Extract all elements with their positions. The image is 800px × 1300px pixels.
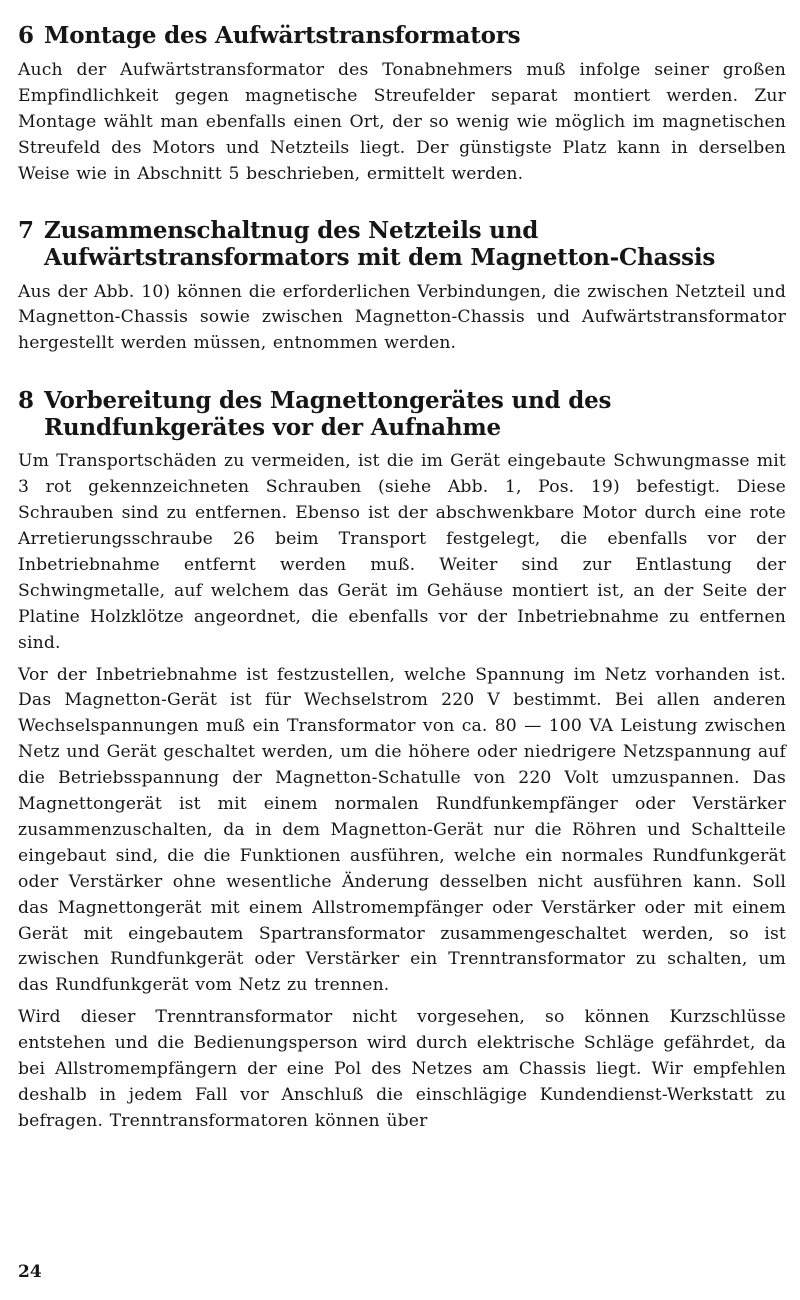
section-8-paragraph-1: Um Transportschäden zu vermeiden, ist die im Gerät eingebaute Schwungmasse mit 3 rot gekennzeichneten Schrauben (siehe Abb. 1, Pos. 19) befestigt. Diese Schrauben sind zu entfernen. Ebenso ist der abschwenkbare Motor durch eine rote Arretierungsschraube 26 beim Transport festgelegt, die ebenfalls vor der Inbetriebnahme entfernt werden muß. Weiter sind zur Entlastung der Schwingmetalle, auf welchem das Gerät im Gehäuse montiert ist, an der Seite der Platine Holzklötze angeordnet, die ebenfalls vor der Inbetriebnahme zu entfernen sind.: [18, 451, 786, 653]
section-6-heading: [18, 22, 786, 49]
page-number: 24: [18, 1262, 42, 1282]
section-6-title: Montage des Aufwärtstransformators: [44, 22, 521, 49]
section-7-number: 7: [18, 216, 34, 244]
section-6-number: 6: [18, 22, 34, 49]
section-6-paragraph-1: Auch der Aufwärtstransformator des Tonabnehmers muß infolge seiner großen Empfindlichkeit gegen magnetische Streufelder separat montiert werden. Zur Montage wählt man ebenfalls einen Ort, der so wenig wie möglich im magnetischen Streufeld des Motors und Netzteils liegt. Der günstigste Platz kann in derselben Weise wie in Abschnitt 5 beschrieben, ermittelt werden.: [18, 60, 786, 184]
section-7-paragraph-1: Aus der Abb. 10) können die erforderlichen Verbindungen, die zwischen Netzteil und Magnetton-Chassis sowie zwischen Magnetton-Chassis und Aufwärtstransformator hergestellt werden müssen, entnommen werden.: [18, 281, 786, 354]
document-page: [18, 14, 786, 1135]
section-8-heading: [18, 387, 786, 441]
section-8-title: Vorbereitung des Magnettongerätes und des Rundfunkgerätes vor der Aufnahme: [44, 387, 612, 442]
section-7-heading: [18, 217, 786, 271]
section-7-title: Zusammenschaltnug des Netzteils und Aufwärtstransformators mit dem Magnetton-Chassis: [44, 216, 716, 271]
section-8-number: 8: [18, 387, 34, 415]
section-8-paragraph-3: Wird dieser Trenntransformator nicht vorgesehen, so können Kurzschlüsse entstehen und die Bedienungsperson wird durch elektrische Schläge gefährdet, da bei Allstromempfängern der eine Pol des Netzes am Chassis liegt. Wir empfehlen deshalb in jedem Fall vor Anschluß die einschlägige Kundendienst-Werkstatt zu befragen. Trenntransformatoren können über: [18, 1007, 786, 1131]
section-8-paragraph-2: Vor der Inbetriebnahme ist festzustellen, welche Spannung im Netz vorhanden ist. Das Magnetton-Gerät ist für Wechselstrom 220 V bestimmt. Bei allen anderen Wechselspannungen muß ein Transformator von ca. 80 — 100 VA Leistung zwischen Netz und Gerät geschaltet werden, um die höhere oder niedrigere Netzspannung auf die Betriebsspannung der Magnetton-Schatulle von 220 Volt umzuspannen. Das Magnettongerät ist mit einem normalen Rundfunkempfänger oder Verstärker zusammenzuschalten, da in dem Magnetton-Gerät nur die Röhren und Schaltteile eingebaut sind, die die Funktionen ausführen, welche ein normales Rundfunkgerät oder Verstärker ohne wesentliche Änderung desselben nicht ausführen kann. Soll das Magnettongerät mit einem Allstromempfänger oder Verstärker oder mit einem Gerät mit eingebautem Spartransformator zusammengeschaltet werden, so ist zwischen Rundfunkgerät oder Verstärker ein Trenntransformator zu schalten, um das Rundfunkgerät vom Netz zu trennen.: [18, 664, 786, 996]
